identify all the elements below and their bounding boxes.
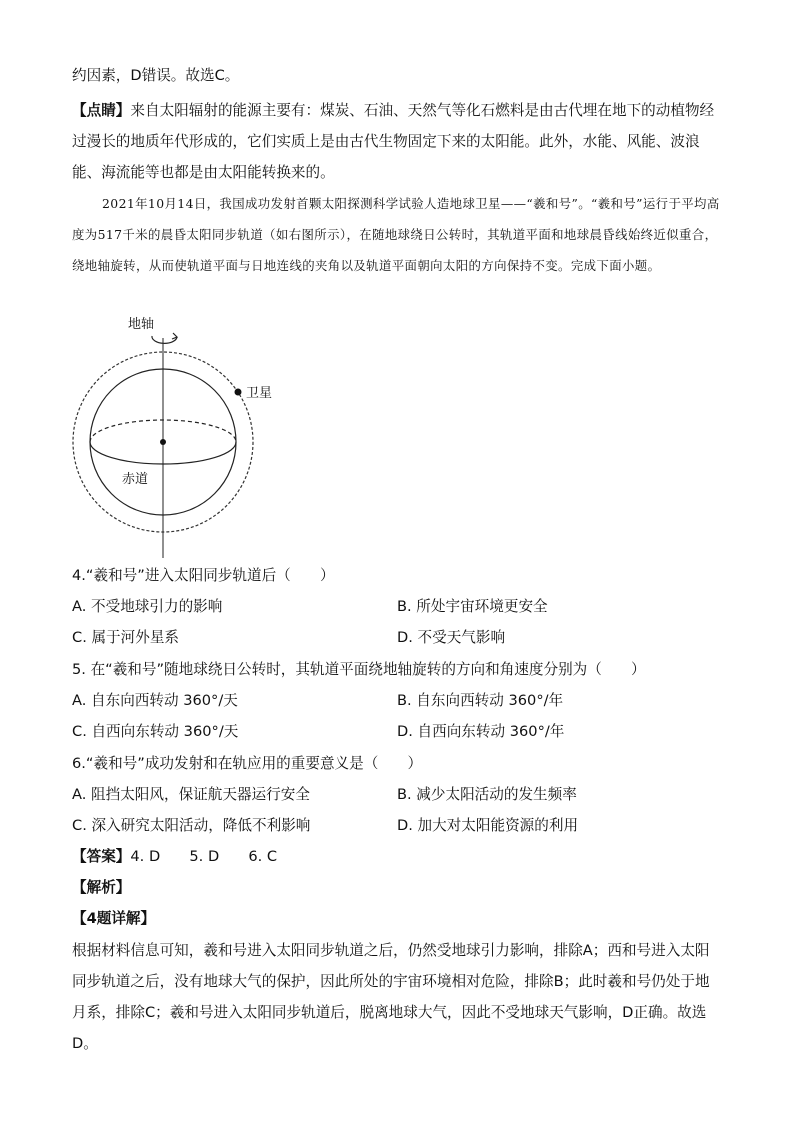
material-paragraph: 2021年10月14日，我国成功发射首颗太阳探测科学试验人造地球卫星——“羲和号”。“羲和号”运行于平均高度为517千米的晨昏太阳同步轨道（如右图所示），在随地球绕日公转时，其轨道平面和地球晨昏线始终近似重合，绕地轴旋转，从而使轨道平面与日地连线的夹角以及轨道平面朝向太阳的方向保持不变。完成下面小题。 bbox=[72, 196, 720, 273]
satellite-orbit-figure bbox=[60, 310, 300, 560]
question-5-option-a: A. 自东向西转动 360°/天 bbox=[72, 692, 238, 709]
answer-line bbox=[72, 847, 277, 867]
question-6-option-b: B. 减少太阳活动的发生频率 bbox=[397, 786, 577, 803]
question-6-option-c: C. 深入研究太阳活动，降低不利影响 bbox=[72, 817, 311, 834]
question-4-option-a: A. 不受地球引力的影响 bbox=[72, 598, 223, 615]
satellite-label: 卫星 bbox=[246, 386, 273, 401]
satellite-dot bbox=[235, 389, 242, 396]
question-6-stem: 6.“羲和号”成功发射和在轨应用的重要意义是（ ） bbox=[72, 755, 423, 772]
analysis-tag: 【解析】 bbox=[72, 879, 131, 896]
tip-tag: 【点睛】 bbox=[72, 102, 131, 119]
intro-tail: 约因素，D错误。故选C。 bbox=[72, 67, 240, 84]
question-5-option-b: B. 自东向西转动 360°/年 bbox=[397, 692, 564, 709]
question-4-option-b: B. 所处宇宙环境更安全 bbox=[397, 598, 548, 615]
detail-paragraph: 根据材料信息可知，羲和号进入太阳同步轨道之后，仍然受地球引力影响，排除A；西和号进入太阳同步轨道之后，没有地球大气的保护，因此所处的宇宙环境相对危险，排除B；此时羲和号仍处于地月系，排除C；羲和号进入太阳同步轨道后，脱离地球大气，因此不受地球天气影响，D正确。故选D。 bbox=[72, 942, 710, 1052]
question-6-option-d: D. 加大对太阳能资源的利用 bbox=[397, 817, 579, 834]
question-5-stem: 5. 在“羲和号”随地球绕日公转时，其轨道平面绕地轴旋转的方向和角速度分别为（ ） bbox=[72, 661, 646, 678]
question-4-option-d: D. 不受天气影响 bbox=[397, 629, 506, 646]
question-4-stem: 4.“羲和号”进入太阳同步轨道后（ ） bbox=[72, 567, 335, 584]
tip-paragraph bbox=[72, 95, 722, 188]
axis-label: 地轴 bbox=[128, 317, 155, 332]
equator-label: 赤道 bbox=[122, 472, 149, 487]
answer-tag: 【答案】 bbox=[72, 848, 131, 865]
answer-text: 4. D 5. D 6. C bbox=[130, 848, 278, 865]
question-5-option-c: C. 自西向东转动 360°/天 bbox=[72, 723, 239, 740]
question-4-option-c: C. 属于河外星系 bbox=[72, 629, 180, 646]
tip-text: 来自太阳辐射的能源主要有：煤炭、石油、天然气等化石燃料是由古代埋在地下的动植物经过漫长的地质年代形成的，它们实质上是由古代生物固定下来的太阳能。此外，水能、风能、波浪能、海流能等也都是由太阳能转换来的。 bbox=[72, 102, 715, 181]
question-5-option-d: D. 自西向东转动 360°/年 bbox=[397, 723, 565, 740]
earth-center-dot bbox=[160, 439, 166, 445]
question-6-option-a: A. 阻挡太阳风，保证航天器运行安全 bbox=[72, 786, 310, 803]
detail-tag: 【4题详解】 bbox=[72, 910, 156, 927]
rotation-arrow-icon bbox=[152, 336, 177, 343]
